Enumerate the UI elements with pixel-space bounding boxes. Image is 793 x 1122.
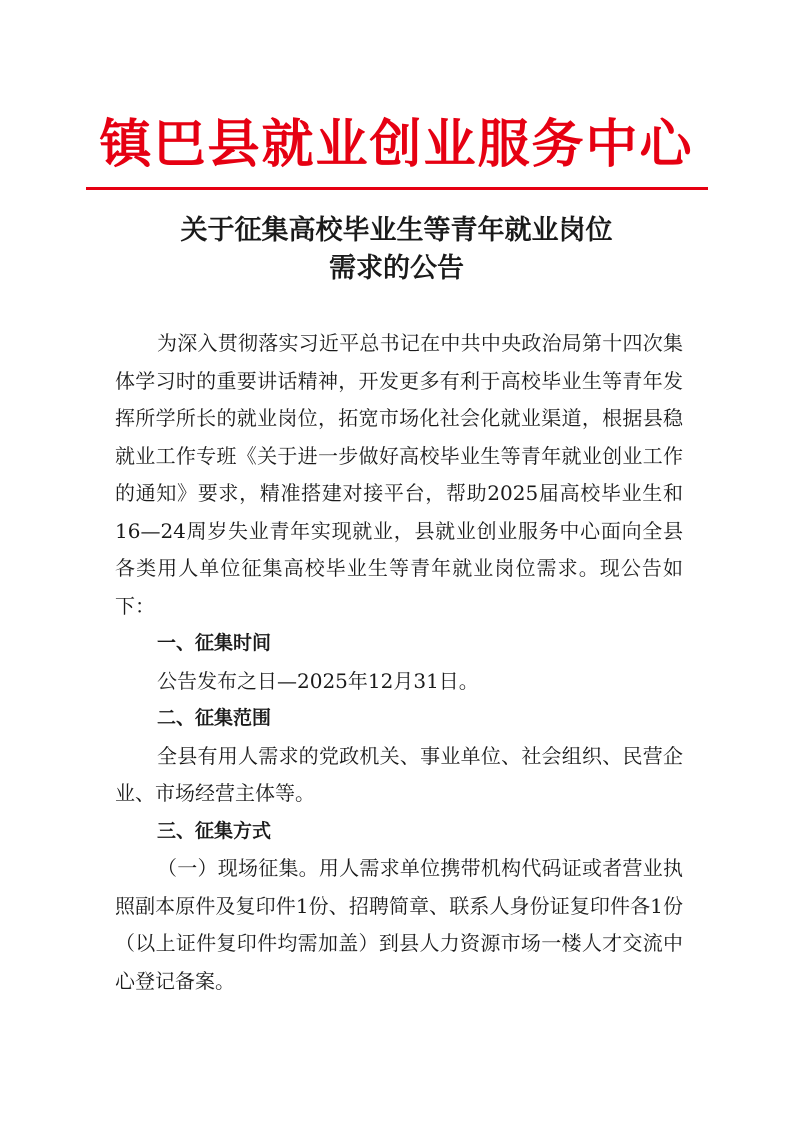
intro-paragraph: 为深入贯彻落实习近平总书记在中共中央政治局第十四次集体学习时的重要讲话精神，开发更多有利于高校毕业生等青年发挥所学所长的就业岗位，拓宽市场化社会化就业渠道，根据县稳就业工作专班《关于进一步做好高校毕业生等青年就业创业工作的通知》要求，精准搭建对接平台，帮助2025届高校毕业生和16—24周岁失业青年实现就业，县就业创业服务中心面向全县各类用人单位征集高校毕业生等青年就业岗位需求。现公告如下： bbox=[115, 331, 683, 618]
document-body bbox=[115, 325, 683, 1000]
document-title bbox=[0, 212, 793, 288]
red-header-rule bbox=[86, 187, 708, 190]
issuing-organization-header: 镇巴县就业创业服务中心 bbox=[99, 115, 694, 175]
section-heading-method: 三、征集方式 bbox=[157, 819, 272, 842]
section-paragraph-time: 公告发布之日—2025年12月31日。 bbox=[157, 668, 479, 693]
section-heading-time: 一、征集时间 bbox=[157, 632, 272, 654]
section-paragraph-method-onsite: （一）现场征集。用人需求单位携带机构代码证或者营业执照副本原件及复印件1份、招聘简章、联系人身份证复印件各1份（以上证件复印件均需加盖）到县人力资源市场一楼人才交流中心登记备案。 bbox=[115, 856, 683, 993]
section-heading-scope: 二、征集范围 bbox=[157, 707, 272, 729]
section-paragraph-scope: 全县有用人需求的党政机关、事业单位、社会组织、民营企业、市场经营主体等。 bbox=[115, 743, 683, 805]
document-title-line-1: 关于征集高校毕业生等青年就业岗位 bbox=[180, 215, 613, 246]
document-title-line-2: 需求的公告 bbox=[329, 253, 464, 284]
